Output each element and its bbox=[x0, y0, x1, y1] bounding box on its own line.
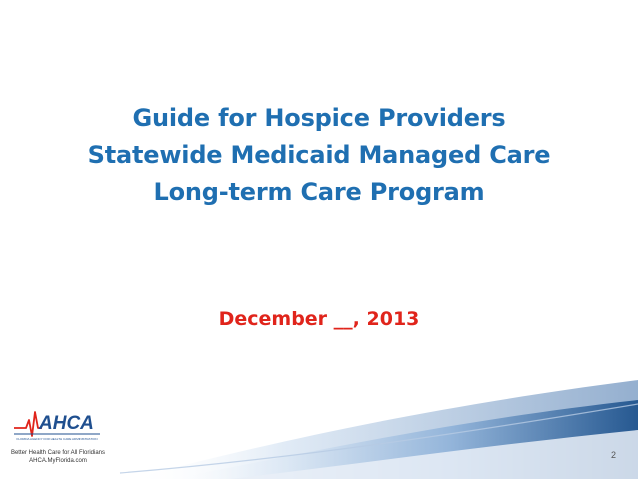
title-line-1: Guide for Hospice Providers bbox=[132, 104, 506, 132]
page-number: 2 bbox=[610, 450, 616, 460]
footer-tagline: Better Health Care for All Floridians bbox=[10, 450, 106, 456]
ahca-logo bbox=[12, 398, 102, 446]
footer-tagline-block bbox=[8, 449, 108, 465]
title-line-3: Long-term Care Program bbox=[153, 178, 485, 206]
title-line-2: Statewide Medicaid Managed Care bbox=[87, 141, 551, 169]
logo-text: AHCA bbox=[39, 413, 94, 434]
slide-date: December __, 2013 bbox=[218, 308, 420, 330]
footer-website: AHCA.MyFlorida.com bbox=[29, 458, 87, 464]
slide-title bbox=[0, 100, 638, 211]
logo-subtext: FLORIDA AGENCY FOR HEALTH CARE ADMINISTRATION bbox=[16, 437, 98, 441]
